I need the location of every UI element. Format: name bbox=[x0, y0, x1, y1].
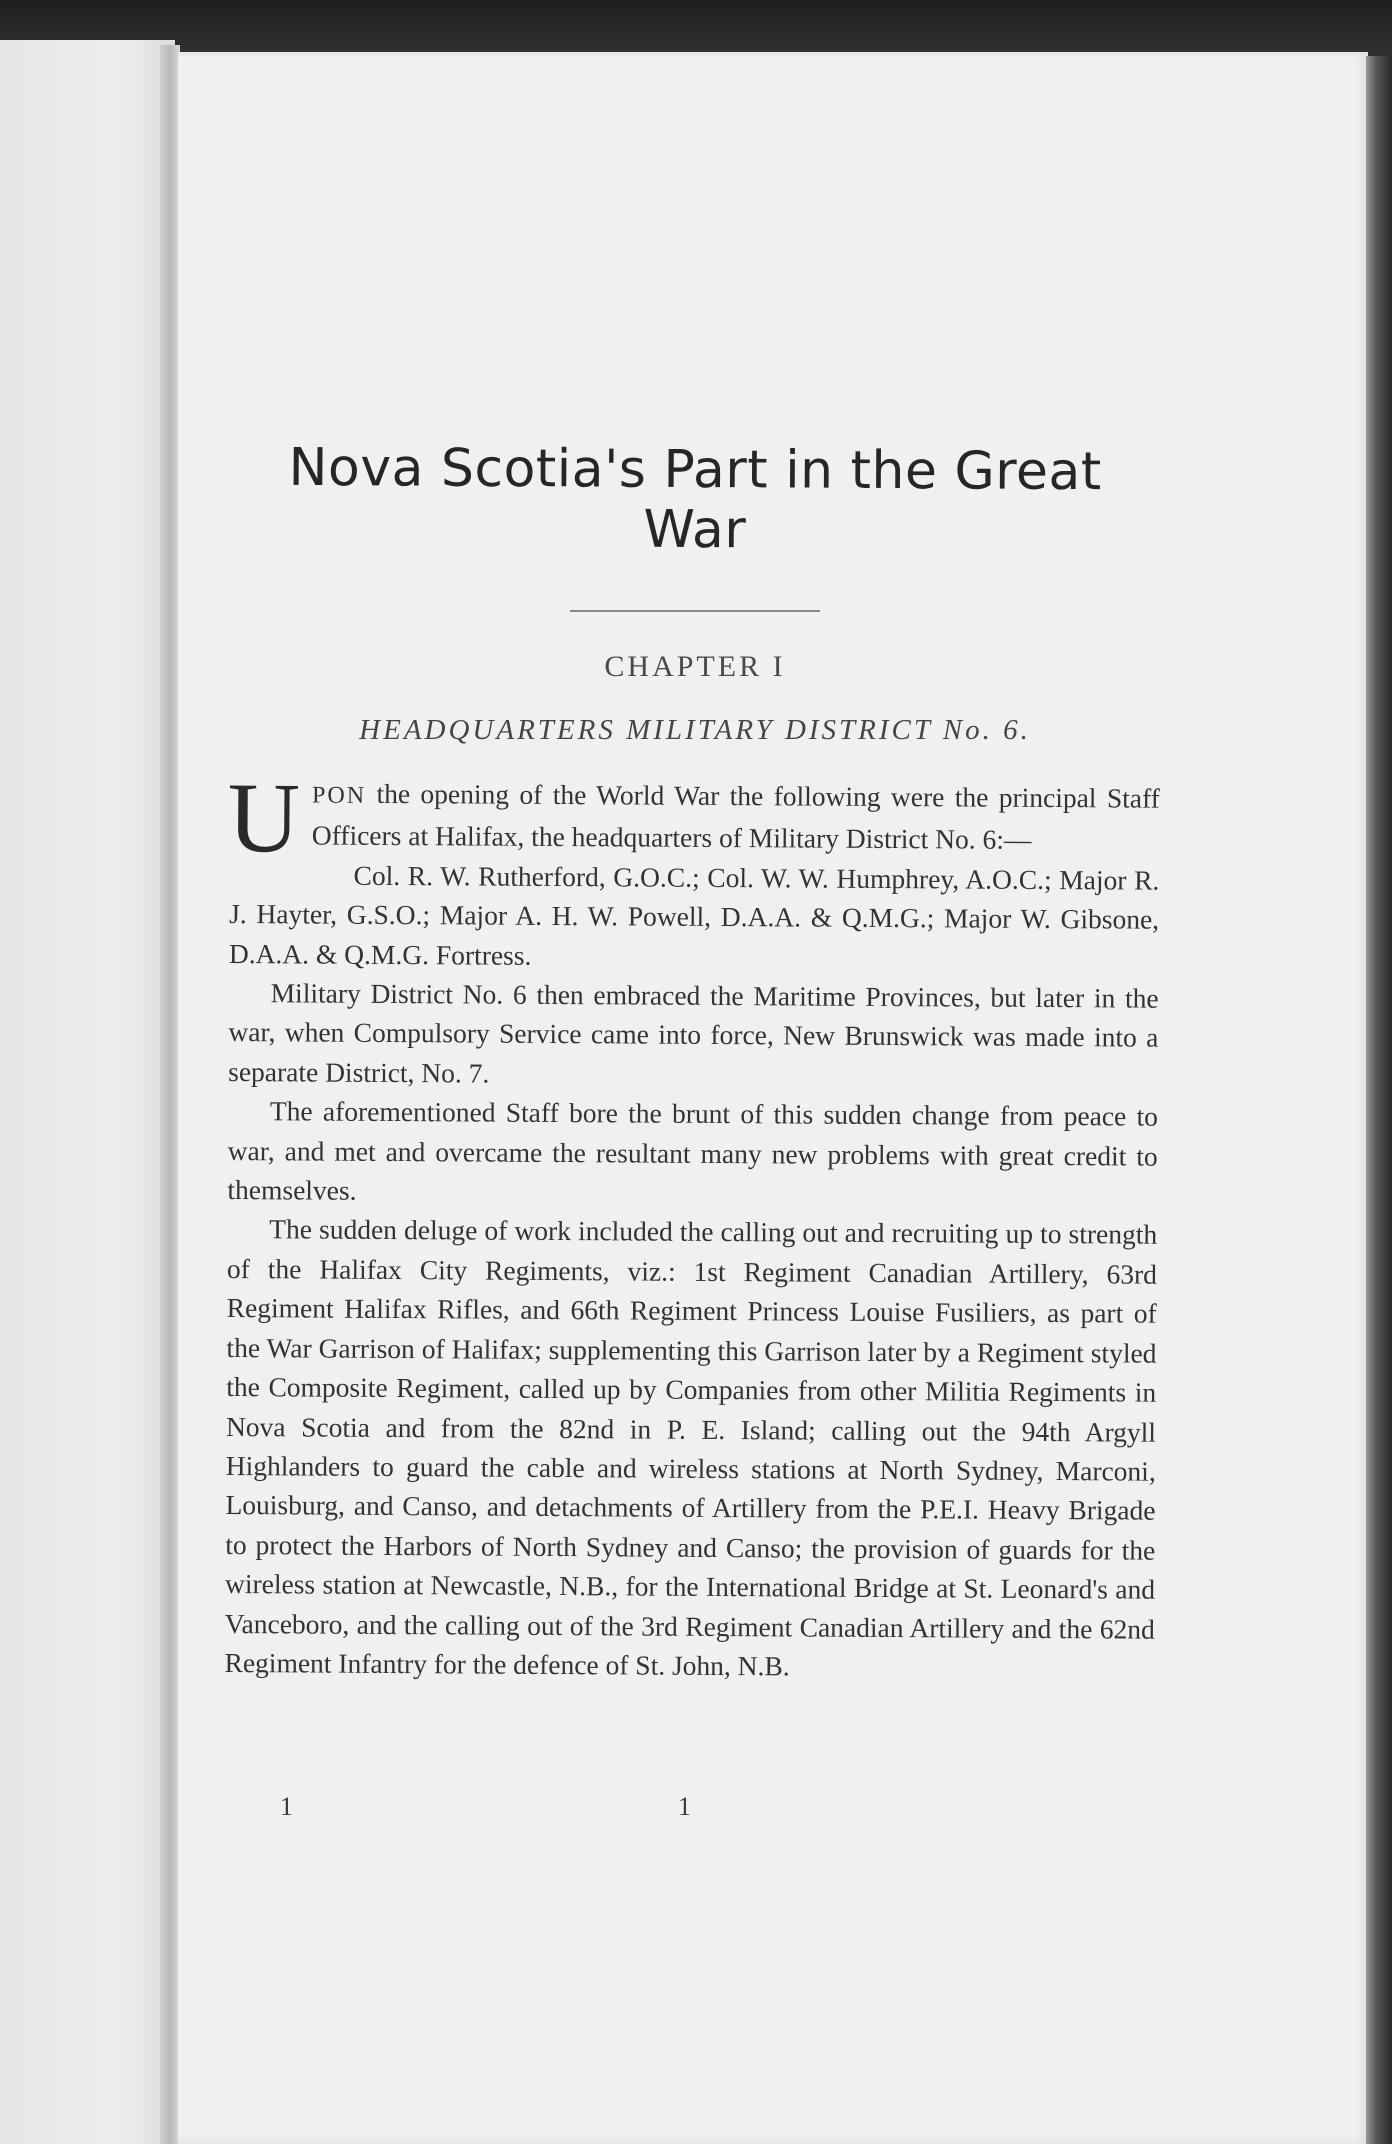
paragraph-4: The aforementioned Staff bore the brunt of this sudden change from peace to war, and met and overcame the resultant many new problems with great credit to themselves. bbox=[227, 1095, 1159, 1206]
paragraph-2: Col. R. W. Rutherford, G.O.C.; Col. W. W. Humphrey, A.O.C.; Major R. J. Hayter, G.S.O.; Major A. H. W. Powell, D.A.A. & Q.M.G.; Major W. Gibsone, D.A.A. & Q.M.G. Fortress. bbox=[228, 859, 1160, 971]
book-gutter bbox=[160, 45, 180, 2144]
page-content bbox=[224, 437, 1160, 1682]
book-title: Nova Scotia's Part in the Great War bbox=[288, 437, 1102, 561]
paragraph-1 bbox=[227, 761, 1160, 874]
chapter-body bbox=[224, 761, 1160, 1688]
chapter-heading: CHAPTER I bbox=[604, 650, 786, 683]
chapter-subheading: HEADQUARTERS MILITARY DISTRICT No. 6. bbox=[359, 714, 1031, 746]
drop-cap: U bbox=[227, 761, 301, 874]
paragraph-5: The sudden deluge of work included the calling out and recruiting up to strength of the Halifax City Regiments, viz.: 1st Regiment Canadian Artillery, 63rd Regiment Halifax Rifles, and 66th Regiment Princess Louise Fusiliers, as part of the War Garrison of Halifax; supplementing this Garrison later by a Regiment styled the Composite Regiment, called up by Companies from other Militia Regiments in Nova Scotia and from the 82nd in P. E. Island; calling out the 94th Argyll Highlanders to guard the cable and wireless stations at North Sydney, Marconi, Louisburg, and Canso, and detachments of Artillery from the P.E.I. Heavy Brigade to protect the Harbors of North Sydney and Canso; the provision of guards for the wireless station at Newcastle, N.B., for the International Bridge at St. Leonard's and Vanceboro, and the calling out of the 3rd Regiment Canadian Artillery and the 62nd Regiment Infantry for the defence of St. John, N.B. bbox=[224, 1213, 1158, 1682]
paragraph-3: Military District No. 6 then embraced the Maritime Provinces, but later in the war, when Compulsory Service came into force, New Brunswick was made into a separate District, No. 7. bbox=[228, 977, 1159, 1089]
page-footer bbox=[280, 1792, 1140, 1832]
paragraph-1-text: the opening of the World War the following were the principal Staff Officers at Halifax, the headquarters of Military District No. 6:— bbox=[311, 777, 1160, 856]
facing-page-edge bbox=[0, 40, 175, 2144]
paragraph-1-lead: PON bbox=[312, 782, 367, 809]
signature-mark: 1 bbox=[280, 1792, 293, 1821]
page-right-edge bbox=[1366, 56, 1392, 2144]
page-number: 1 bbox=[678, 1792, 691, 1821]
title-divider bbox=[570, 610, 820, 612]
